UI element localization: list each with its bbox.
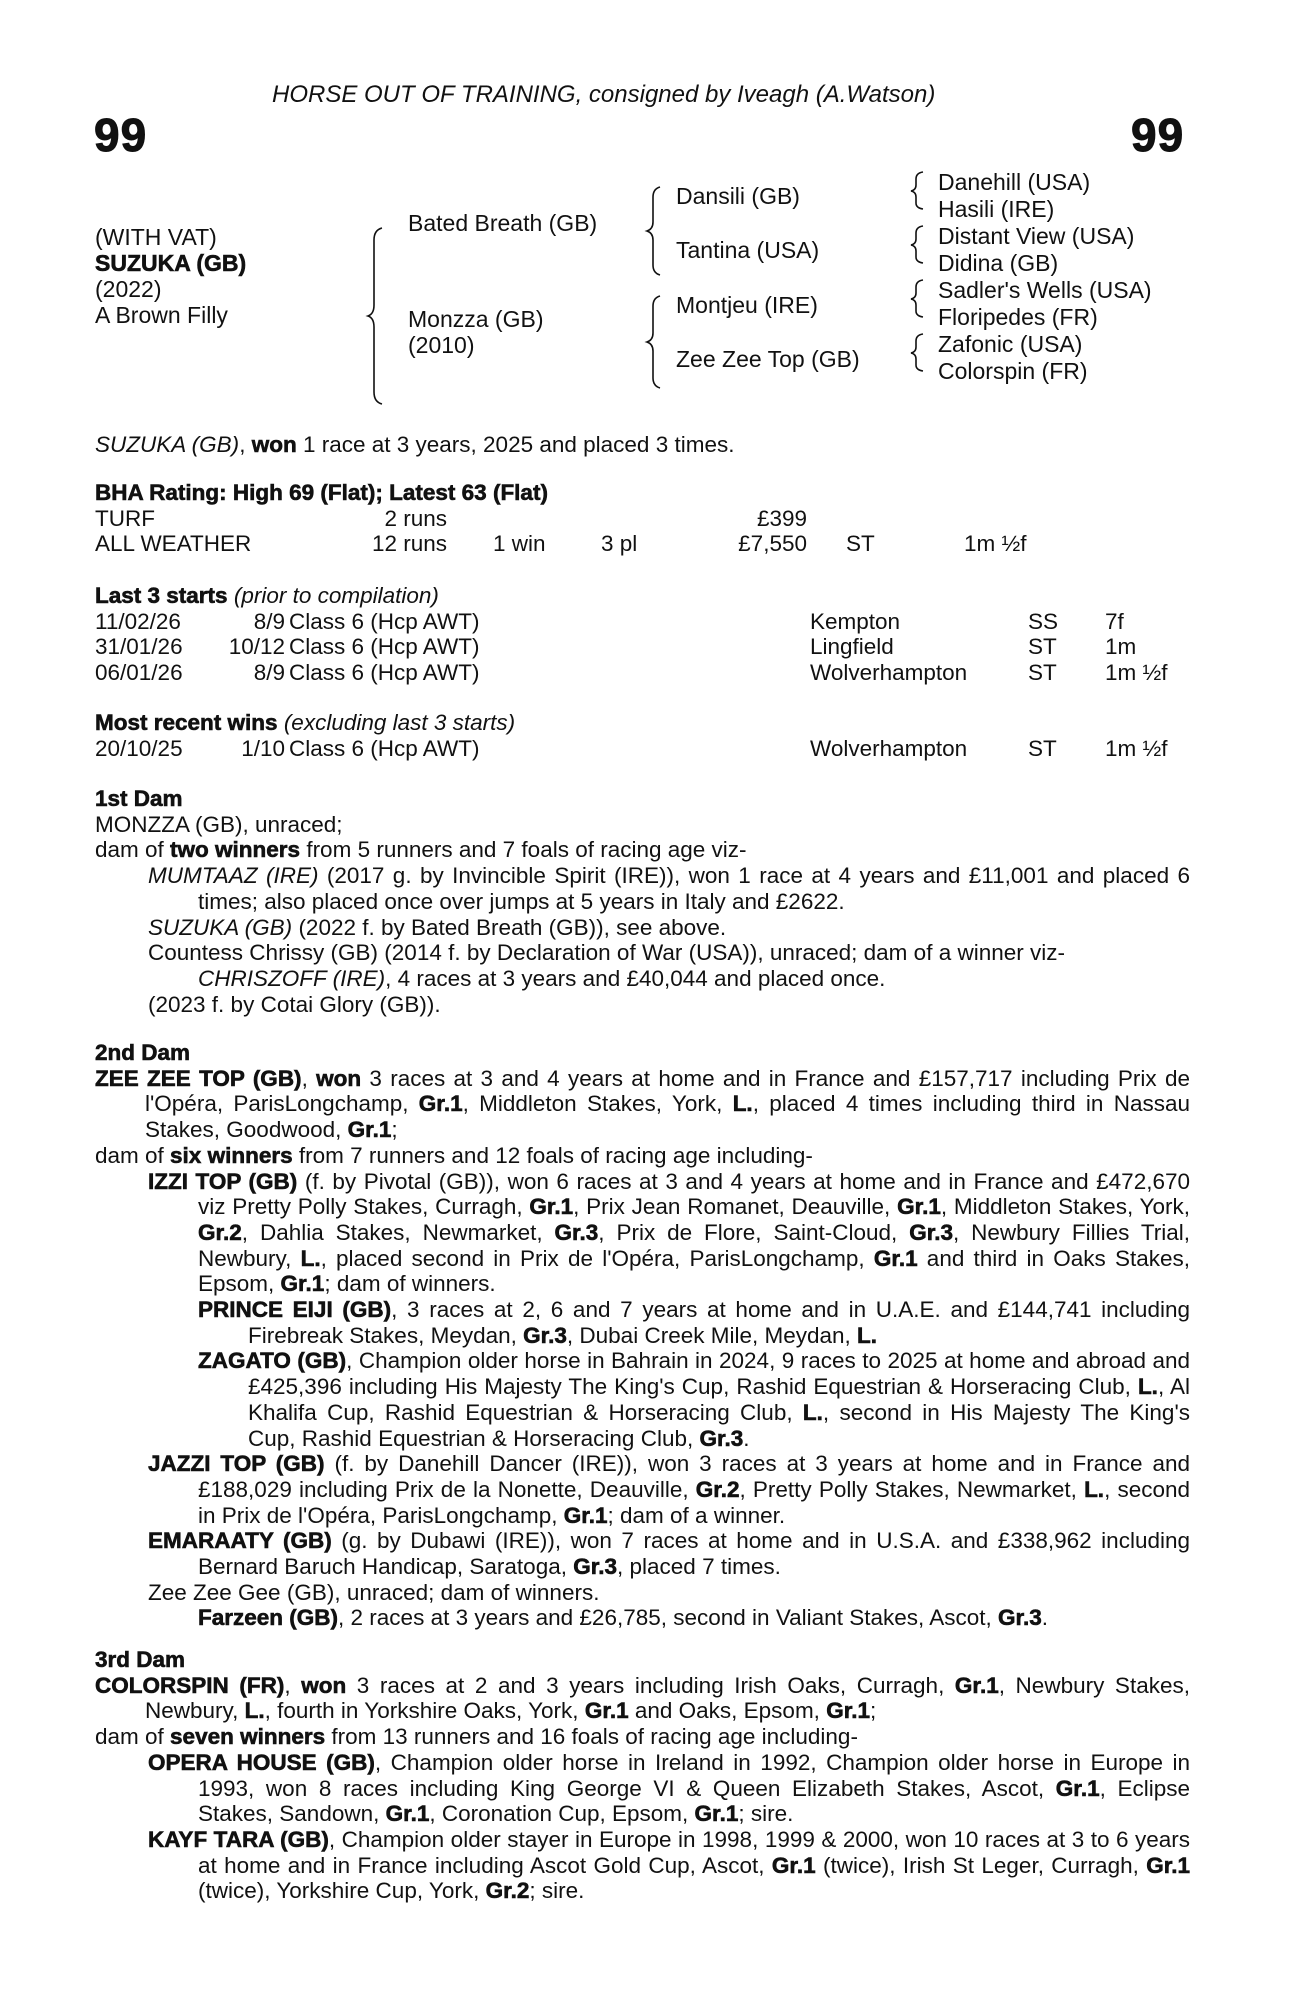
text-run: . [743, 1425, 750, 1451]
text-run: (twice), Yorkshire Cup, York, [198, 1878, 486, 1904]
dam-paragraph [95, 812, 1190, 838]
bold-text: Gr.3 [998, 1605, 1042, 1631]
text-run: (g. by Dubawi (IRE)), won 7 races at home and in U.S.A. and £338,962 including Bernard Baruch Handicap, Saratoga, [198, 1528, 1190, 1580]
italic-text: SUZUKA (GB) [95, 432, 240, 457]
recent-wins-block [95, 710, 1195, 761]
start-distance: 1m [1105, 634, 1137, 660]
bold-text: Farzeen (GB) [198, 1605, 339, 1631]
text-run: (f. by Danehill Dancer (IRE)), won 3 races at 3 years at home and in France and £188,029 including Prix de la Nonette, Deauville, [198, 1451, 1190, 1502]
bold-text: Gr.1 [280, 1271, 325, 1297]
bold-text: L. [1137, 1374, 1158, 1400]
text-run: , 2 races at 3 years and £26,785, second in Valiant Stakes, Ascot, [338, 1605, 999, 1631]
bold-text: L. [300, 1245, 321, 1271]
italic-text: CHRISZOFF (IRE) [198, 965, 386, 991]
vat-label: (WITH VAT) [95, 224, 217, 250]
text-run: , placed 7 times. [617, 1554, 781, 1580]
italic-text: MUMTAAZ (IRE) [148, 863, 319, 889]
text-run: and Oaks, Epsom, [628, 1698, 827, 1724]
start-surface: SS [1028, 608, 1059, 634]
dam-paragraph [95, 1673, 1190, 1724]
bold-text: ZAGATO (GB) [198, 1348, 347, 1374]
brace-gen3-2 [911, 226, 923, 263]
text-run: , Al Khalifa Cup, Rashid Equestrian & Horseracing Club, [248, 1374, 1190, 1425]
pedigree-gen3-item: Zafonic (USA) [938, 331, 1083, 357]
last-starts-block [95, 583, 1195, 686]
bold-text: COLORSPIN (FR) [95, 1672, 285, 1698]
start-row [95, 609, 1195, 635]
bold-text: EMARAATY (GB) [148, 1528, 332, 1554]
rating-block [95, 480, 1195, 557]
text-run: , Dubai Creek Mile, Meydan, [566, 1322, 858, 1348]
bold-text: won [251, 432, 297, 457]
text-run: (2017 g. by Invincible Spirit (IRE)), won 1 race at 4 years and £11,001 and placed 6 times; also placed once over jumps at 5 years in Italy and £2622. [198, 863, 1191, 914]
text-run: , Eclipse Stakes, Sandown, [198, 1775, 1190, 1827]
produce-entry [148, 1580, 1190, 1606]
pedigree-sire-dam: Tantina (USA) [676, 237, 820, 263]
produce-entry [198, 1348, 1190, 1451]
pedigree-gen3-item: Didina (GB) [938, 250, 1059, 276]
stats-placed: 3 pl [601, 531, 638, 557]
bold-text: six winners [170, 1142, 293, 1168]
stats-surface: ALL WEATHER [95, 531, 252, 557]
text-run: ; [391, 1117, 398, 1143]
bold-text: PRINCE EIJI (GB) [198, 1297, 392, 1323]
start-surface: ST [1028, 660, 1057, 686]
text-run: , [239, 432, 252, 457]
win-race: Class 6 (Hcp AWT) [289, 735, 480, 761]
horse-name: SUZUKA (GB) [95, 250, 247, 276]
win-surface: ST [1028, 735, 1057, 761]
bold-text: Gr.1 [584, 1698, 629, 1724]
text-run: (2023 f. by Cotai Glory (GB)). [148, 991, 441, 1017]
text-run: , second in Prix de l'Opéra, ParisLongchamp, [198, 1476, 1191, 1528]
bold-text: L. [802, 1399, 823, 1425]
text-run: , second in His Majesty The King's Cup, Rashid Equestrian & Horseracing Club, [248, 1399, 1190, 1451]
bold-text: Gr.3 [573, 1554, 618, 1580]
produce-entry [148, 940, 1190, 966]
bold-text: Gr.1 [529, 1194, 574, 1220]
bold-text: Gr.1 [873, 1245, 918, 1271]
start-course: Wolverhampton [810, 660, 968, 686]
bold-text: Gr.1 [418, 1091, 463, 1117]
section-title: 1st Dam [95, 786, 183, 811]
text-run: , 4 races at 3 years and £40,044 and placed once. [385, 965, 886, 991]
text-run: (2022 f. by Bated Breath (GB)), see above. [292, 914, 727, 940]
produce-entry [148, 1827, 1190, 1904]
catalogue-header: HORSE OUT OF TRAINING, consigned by Iveagh (A.Watson) [272, 81, 936, 108]
produce-entry [148, 1451, 1190, 1528]
text-run: MONZZA (GB), unraced; [95, 811, 343, 837]
start-date: 31/01/26 [95, 634, 183, 660]
bold-text: IZZI TOP (GB) [148, 1168, 298, 1194]
bold-text: Gr.2 [695, 1476, 740, 1502]
text-run: and third in Oaks Stakes, Epsom, [198, 1245, 1190, 1297]
pedigree-dam: Monzza (GB) [408, 306, 544, 332]
brace-gen3-4 [911, 334, 923, 371]
bold-text: won [301, 1672, 347, 1698]
text-run: from 13 runners and 16 foals of racing age including- [325, 1724, 858, 1750]
bold-text: L. [1084, 1476, 1105, 1502]
text-run: , fourth in Yorkshire Oaks, York, [264, 1698, 585, 1724]
bold-text: Gr.1 [826, 1698, 870, 1724]
bold-text: won [316, 1065, 362, 1091]
text-run: , Middleton Stakes, York, [940, 1194, 1190, 1220]
text-run: , [284, 1672, 302, 1698]
text-run: , Prix de Flore, Saint-Cloud, [598, 1219, 910, 1245]
text-run: , Newbury Fillies Trial, Newbury, [198, 1219, 1190, 1271]
text-run: ; sire. [738, 1801, 794, 1827]
bold-text: seven winners [170, 1724, 326, 1750]
text-run: from 5 runners and 7 foals of racing age viz- [300, 837, 747, 863]
text-run: , Champion older stayer in Europe in 1998, 1999 & 2000, won 10 races at 3 to 6 years at home and in France including Ascot Gold Cup, Ascot, [198, 1826, 1190, 1878]
produce-entry [148, 1169, 1190, 1298]
pedigree-gen3-item: Danehill (USA) [938, 169, 1091, 195]
bold-text: L. [244, 1698, 265, 1724]
bold-text: Gr.1 [897, 1194, 941, 1220]
bold-text: ZEE ZEE TOP (GB) [95, 1065, 302, 1091]
start-race: Class 6 (Hcp AWT) [289, 608, 480, 634]
bold-text: Gr.1 [694, 1801, 739, 1827]
brace-gen3-1 [911, 172, 923, 209]
start-distance: 7f [1105, 608, 1124, 634]
text-run: Countess Chrissy (GB) (2014 f. by Declaration of War (USA)), unraced; dam of a winner viz- [148, 940, 1065, 966]
text-run: ; sire. [529, 1878, 585, 1904]
text-run: dam of [95, 837, 171, 863]
start-date: 11/02/26 [95, 608, 181, 634]
lot-number-right: 99 [1131, 109, 1185, 161]
text-run: Zee Zee Gee (GB), unraced; dam of winners. [148, 1579, 600, 1605]
bold-text: Gr.1 [347, 1117, 392, 1143]
stats-wins: 1 win [493, 531, 546, 557]
bold-text: JAZZI TOP (GB) [148, 1451, 325, 1477]
section-title: 3rd Dam [95, 1647, 186, 1672]
text-run: , Pretty Polly Stakes, Newmarket, [739, 1476, 1085, 1502]
bold-text: Gr.3 [554, 1219, 599, 1245]
last-starts-title: Last 3 starts [95, 583, 228, 608]
bold-text: Gr.3 [699, 1425, 744, 1451]
text-run: , Champion older horse in Bahrain in 2024, 9 races to 2025 at home and abroad and £425,396 including His Majesty The King's Cup, Rashid Equestrian & Horseracing Club, [248, 1348, 1190, 1400]
produce-entry [148, 1528, 1190, 1579]
dam-paragraph [95, 1724, 1190, 1750]
bold-text: Gr.2 [485, 1878, 530, 1904]
text-run: , Champion older horse in Ireland in 1992, Champion older horse in Europe in 1993, won 8 races including King George VI & Queen Elizabeth Stakes, Ascot, [198, 1749, 1191, 1801]
stats-prize: £7,550 [738, 531, 807, 557]
pedigree-gen3 [938, 169, 1152, 385]
start-race: Class 6 (Hcp AWT) [289, 634, 480, 660]
produce-entry [148, 992, 1190, 1018]
text-run: , [301, 1065, 317, 1091]
produce-entry [148, 1750, 1190, 1827]
stats-prize: £399 [756, 505, 807, 531]
text-run: , Middleton Stakes, York, [462, 1091, 733, 1117]
bold-text: Gr.1 [1146, 1852, 1190, 1878]
pedigree-gen3-item: Floripedes (FR) [938, 304, 1098, 330]
last-starts-note: (prior to compilation) [233, 583, 439, 608]
bold-text: Gr.3 [909, 1219, 953, 1245]
text-run: 3 races at 3 and 4 years at home and in France and £157,717 including Prix de l'Opéra, ParisLongchamp, [145, 1065, 1190, 1117]
start-position: 8/9 [253, 608, 285, 634]
win-row [95, 736, 1195, 762]
start-row [95, 634, 1195, 660]
bold-text: Gr.1 [954, 1672, 999, 1698]
start-surface: ST [1028, 634, 1057, 660]
dam-section-1 [95, 786, 1190, 1017]
horse-year: (2022) [95, 276, 162, 302]
text-run: . [1041, 1605, 1049, 1631]
text-run: (f. by Pivotal (GB)), won 6 races at 3 and 4 years at home and in France and £472,670 viz Pretty Polly Stakes, Curragh, [198, 1168, 1190, 1220]
pedigree-gen3-item: Hasili (IRE) [938, 196, 1055, 222]
start-course: Kempton [810, 608, 901, 634]
pedigree-sire-sire: Dansili (GB) [676, 183, 800, 209]
text-run: ; dam of winners. [324, 1271, 496, 1297]
bold-text: two winners [170, 837, 301, 863]
brace-gen3-3 [911, 280, 923, 317]
dam-paragraph [95, 1066, 1190, 1143]
bold-text: Gr.1 [1055, 1775, 1100, 1801]
start-distance: 1m ½f [1105, 660, 1168, 686]
section-title: 2nd Dam [95, 1040, 191, 1065]
recent-wins-note: (excluding last 3 starts) [283, 710, 516, 735]
horse-description: A Brown Filly [95, 302, 228, 328]
stats-runs: 2 runs [384, 505, 447, 531]
dam-section-2 [95, 1040, 1190, 1631]
start-race: Class 6 (Hcp AWT) [289, 660, 480, 686]
italic-text: SUZUKA (GB) [148, 914, 293, 940]
text-run: , Coronation Cup, Epsom, [429, 1801, 695, 1827]
text-run: from 7 runners and 12 foals of racing age including- [292, 1142, 813, 1168]
text-run: , Prix Jean Romanet, Deauville, [573, 1194, 898, 1220]
text-run: , placed second in Prix de l'Opéra, ParisLongchamp, [320, 1245, 874, 1271]
dam-paragraph [95, 1143, 1190, 1169]
brace-gen1 [368, 228, 382, 404]
produce-entry [148, 863, 1190, 914]
start-course: Lingfield [810, 634, 894, 660]
produce-entry [198, 1605, 1190, 1631]
lot-number-left: 99 [94, 109, 148, 161]
stats-distance: 1m ½f [964, 531, 1027, 557]
pedigree-dam-sire: Montjeu (IRE) [676, 292, 818, 318]
bold-text: KAYF TARA (GB) [148, 1826, 329, 1852]
win-course: Wolverhampton [810, 735, 968, 761]
bold-text: OPERA HOUSE (GB) [148, 1749, 375, 1775]
bold-text: Gr.2 [198, 1219, 242, 1245]
pedigree-gen3-item: Colorspin (FR) [938, 358, 1088, 384]
text-run: ; dam of a winner. [607, 1502, 786, 1528]
stats-going: ST [846, 531, 875, 557]
pedigree-sire: Bated Breath (GB) [408, 210, 598, 236]
text-run: dam of [95, 1724, 171, 1750]
text-run: dam of [95, 1142, 171, 1168]
produce-entry [198, 1297, 1190, 1348]
start-position: 10/12 [228, 634, 285, 660]
bold-text: Gr.1 [563, 1502, 608, 1528]
text-run: , Newbury Stakes, Newbury, [145, 1672, 1190, 1724]
stats-runs: 12 runs [371, 531, 447, 557]
pedigree-dam-year: (2010) [408, 332, 475, 358]
start-date: 06/01/26 [95, 660, 183, 686]
bold-text: Gr.1 [771, 1852, 816, 1878]
bold-text: L. [857, 1322, 878, 1348]
dam-section-3 [95, 1647, 1190, 1904]
text-run: ; [869, 1698, 877, 1724]
brace-gen2-sire [647, 187, 660, 275]
pedigree-gen3-item: Distant View (USA) [938, 223, 1135, 249]
text-run: , Dahlia Stakes, Newmarket, [241, 1219, 555, 1245]
dam-paragraph [95, 837, 1190, 863]
pedigree-gen3-item: Sadler's Wells (USA) [938, 277, 1152, 303]
bold-text: Gr.3 [523, 1322, 567, 1348]
stats-row-all-weather [95, 531, 1195, 557]
start-row [95, 660, 1195, 686]
text-run: , 3 races at 2, 6 and 7 years at home and in U.A.E. and £144,741 including Firebreak Stakes, Meydan, [248, 1297, 1190, 1348]
stats-row-turf [95, 506, 1195, 532]
bha-rating-title: BHA Rating: High 69 (Flat); Latest 63 (Flat) [95, 480, 548, 505]
brace-gen2-dam [647, 296, 660, 388]
race-summary [95, 432, 734, 458]
recent-wins-title: Most recent wins [95, 710, 278, 735]
text-run: 3 races at 2 and 3 years including Irish Oaks, Curragh, [346, 1672, 955, 1698]
produce-entry [198, 966, 1190, 992]
bold-text: Gr.1 [385, 1801, 430, 1827]
pedigree-dam-dam: Zee Zee Top (GB) [676, 346, 860, 372]
stats-surface: TURF [95, 505, 155, 531]
text-run: 1 race at 3 years, 2025 and placed 3 times. [296, 432, 735, 457]
win-distance: 1m ½f [1105, 735, 1168, 761]
bold-text: L. [732, 1091, 753, 1117]
win-position: 1/10 [241, 735, 285, 761]
produce-entry [148, 915, 1190, 941]
win-date: 20/10/25 [95, 735, 183, 761]
text-run: , placed 4 times including third in Nassau Stakes, Goodwood, [145, 1091, 1191, 1143]
text-run: (twice), Irish St Leger, Curragh, [815, 1852, 1147, 1878]
start-position: 8/9 [253, 660, 285, 686]
